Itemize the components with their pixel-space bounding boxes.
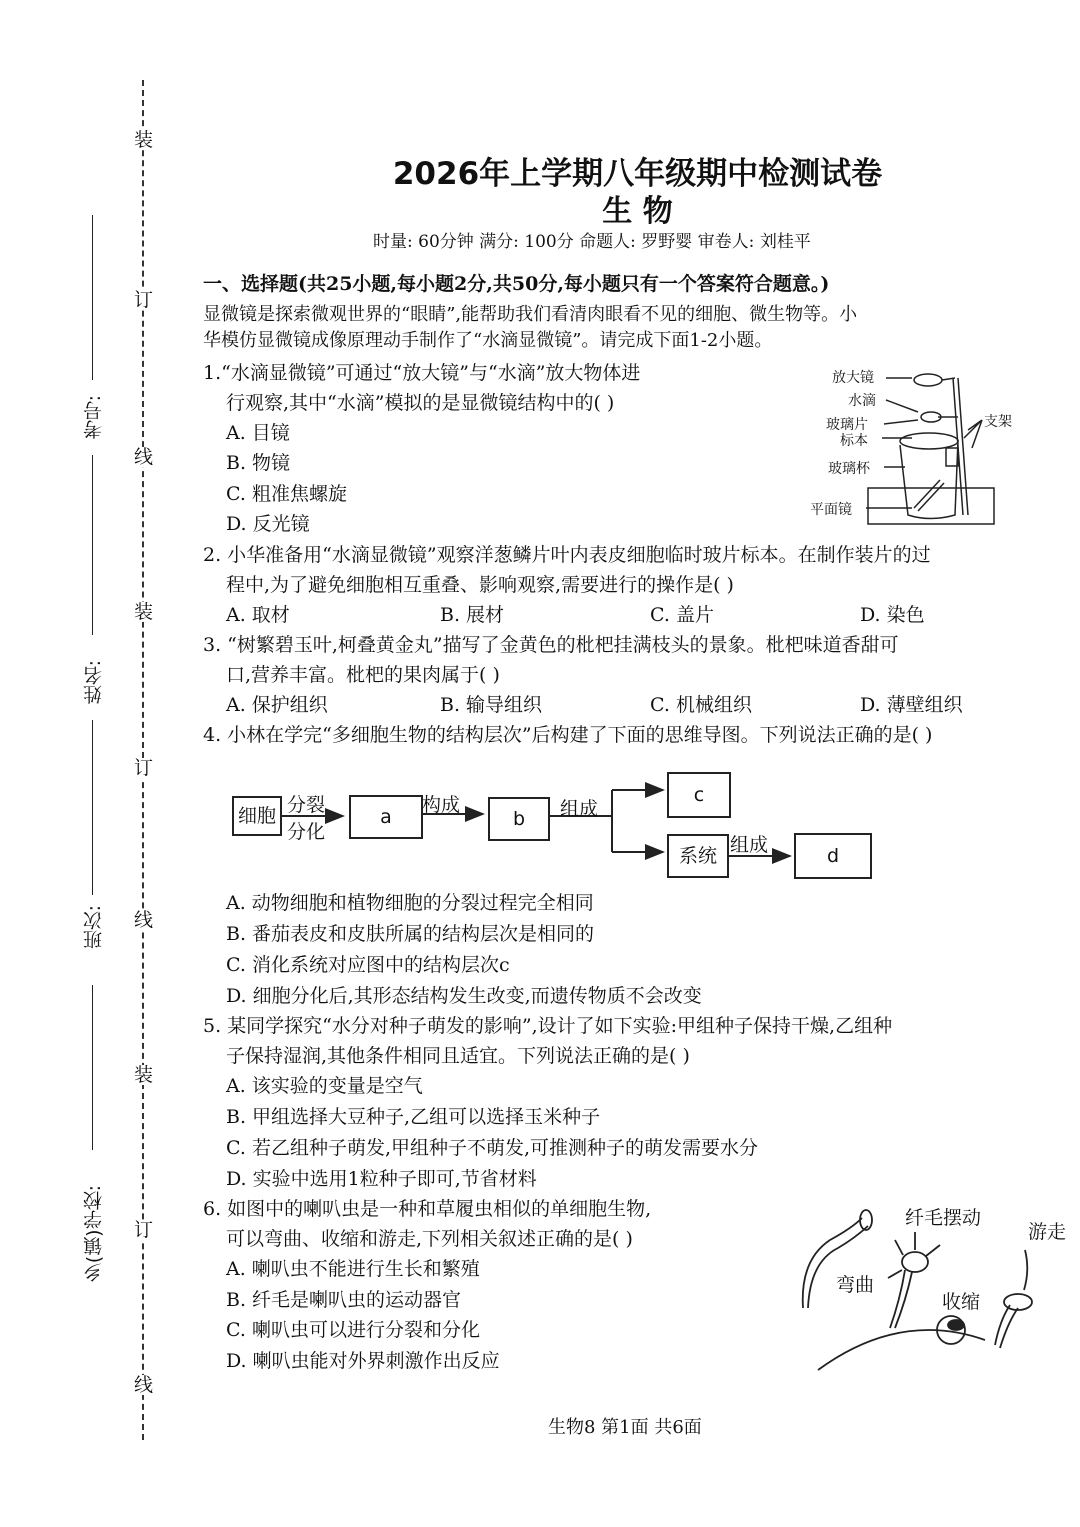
question-5-stem: 5. 某同学探究“水分对种子萌发的影响”,设计了如下实验:甲组种子保持干燥,乙组种	[203, 1015, 893, 1037]
question-1-option: D. 反光镜	[226, 513, 310, 535]
question-6-option: D. 喇叭虫能对外界刺激作出反应	[226, 1350, 500, 1372]
question-2-stem: 2. 小华准备用“水滴显微镜”观察洋葱鳞片叶内表皮细胞临时玻片标本。在制作装片的过	[203, 544, 931, 566]
question-4-option: B. 番茄表皮和皮肤所属的结构层次是相同的	[226, 923, 595, 945]
question-2-stem: 程中,为了避免细胞相互重叠、影响观察,需要进行的操作是( )	[226, 574, 734, 596]
question-1-option: B. 物镜	[226, 452, 291, 474]
question-5-stem: 子保持湿润,其他条件相同且适宜。下列说法正确的是( )	[226, 1045, 690, 1067]
question-1-stem: 1.“水滴显微镜”可通过“放大镜”与“水滴”放大物体进	[203, 362, 641, 384]
question-6-stem: 6. 如图中的喇叭虫是一种和草履虫相似的单细胞生物,	[203, 1198, 652, 1220]
figure-label: 水滴	[848, 393, 876, 409]
mindmap-box-c: c	[667, 772, 731, 818]
question-2-option: C. 盖片	[650, 604, 714, 626]
intro-line: 华模仿显微镜成像原理动手制作了“水滴显微镜”。请完成下面1-2小题。	[203, 330, 773, 351]
section-heading: 一、选择题(共25小题,每小题2分,共50分,每小题只有一个答案符合题意。)	[203, 273, 830, 295]
binding-char: 装	[134, 1064, 154, 1086]
mindmap-arrow-label: 分裂	[287, 794, 326, 816]
mindmap-arrow-label: 组成	[560, 798, 599, 820]
figure-label: 收缩	[942, 1291, 981, 1313]
figure-label: 玻璃片	[826, 417, 868, 433]
mindmap-box-d: d	[794, 833, 872, 879]
binding-char: 装	[134, 129, 154, 151]
question-6-option: A. 喇叭虫不能进行生长和繁殖	[226, 1258, 480, 1280]
binding-char: 订	[134, 289, 154, 311]
mindmap-cell-box: 细胞	[232, 796, 282, 836]
question-3-option: A. 保护组织	[226, 694, 328, 716]
question-3-option: C. 机械组织	[650, 694, 752, 716]
question-3-option: B. 输导组织	[440, 694, 543, 716]
question-5-option: C. 若乙组种子萌发,甲组种子不萌发,可推测种子的萌发需要水分	[226, 1137, 759, 1159]
question-3-option: D. 薄壁组织	[860, 694, 963, 716]
figure-label: 游走	[1028, 1221, 1067, 1243]
mindmap-box-b: b	[488, 797, 550, 841]
binding-char: 线	[134, 446, 154, 468]
question-4-option: A. 动物细胞和植物细胞的分裂过程完全相同	[226, 892, 594, 914]
field-exam-number: 考号:	[83, 395, 105, 440]
page-footer: 生物8 第1面 共6面	[548, 1417, 702, 1438]
question-2-option: B. 展材	[440, 604, 505, 626]
figure-label: 标本	[840, 433, 868, 449]
mindmap-arrow-label: 分化	[287, 821, 326, 843]
figure-label: 玻璃杯	[828, 461, 870, 477]
field-class: 班次:	[83, 905, 105, 950]
question-2-option: D. 染色	[860, 604, 925, 626]
figure-label: 放大镜	[832, 370, 874, 386]
mindmap-box-a: a	[349, 795, 423, 839]
figure-label: 平面镜	[810, 502, 852, 518]
question-6-option: C. 喇叭虫可以进行分裂和分化	[226, 1319, 480, 1341]
field-name: 姓名:	[83, 660, 105, 705]
exam-title: 2026年上学期八年级期中检测试卷	[392, 156, 883, 192]
mindmap-arrow-label: 构成	[422, 794, 461, 816]
question-1-stem: 行观察,其中“水滴”模拟的是显微镜结构中的( )	[226, 392, 615, 414]
binding-char: 装	[134, 601, 154, 623]
binding-char: 线	[134, 909, 154, 931]
figure-label: 弯曲	[836, 1274, 875, 1296]
question-3-stem: 口,营养丰富。枇杷的果肉属于( )	[226, 664, 500, 686]
question-6-stem: 可以弯曲、收缩和游走,下列相关叙述正确的是( )	[226, 1228, 633, 1250]
question-5-option: D. 实验中选用1粒种子即可,节省材料	[226, 1168, 537, 1190]
figure-label: 支架	[984, 414, 1012, 430]
mindmap-box-system: 系统	[667, 834, 729, 878]
intro-line: 显微镜是探索微观世界的“眼睛”,能帮助我们看清肉眼看不见的细胞、微生物等。小	[203, 304, 858, 325]
figure-label: 纤毛摆动	[905, 1207, 982, 1229]
question-3-stem: 3. “树繁碧玉叶,柯叠黄金丸”描写了金黄色的枇杷挂满枝头的景象。枇杷味道香甜可	[203, 634, 899, 656]
binding-char: 订	[134, 757, 154, 779]
question-5-option: A. 该实验的变量是空气	[226, 1075, 423, 1097]
question-1-option: A. 目镜	[226, 422, 290, 444]
subject-title: 生 物	[602, 194, 673, 229]
mindmap-arrow-label: 组成	[730, 834, 769, 856]
binding-char: 线	[134, 1374, 154, 1396]
question-1-option: C. 粗准焦螺旋	[226, 483, 347, 505]
question-4-stem: 4. 小林在学完“多细胞生物的结构层次”后构建了下面的思维导图。下列说法正确的是( )	[203, 724, 933, 746]
field-school: 乡(镇)学校:	[83, 1185, 105, 1283]
binding-char: 订	[134, 1219, 154, 1241]
exam-meta: 时量: 60分钟 满分: 100分 命题人: 罗野婴 审卷人: 刘桂平	[373, 232, 811, 252]
question-6-option: B. 纤毛是喇叭虫的运动器官	[226, 1289, 462, 1311]
question-2-option: A. 取材	[226, 604, 290, 626]
question-4-option: C. 消化系统对应图中的结构层次c	[226, 954, 510, 976]
question-4-option: D. 细胞分化后,其形态结构发生改变,而遗传物质不会改变	[226, 985, 702, 1007]
question-5-option: B. 甲组选择大豆种子,乙组可以选择玉米种子	[226, 1106, 601, 1128]
